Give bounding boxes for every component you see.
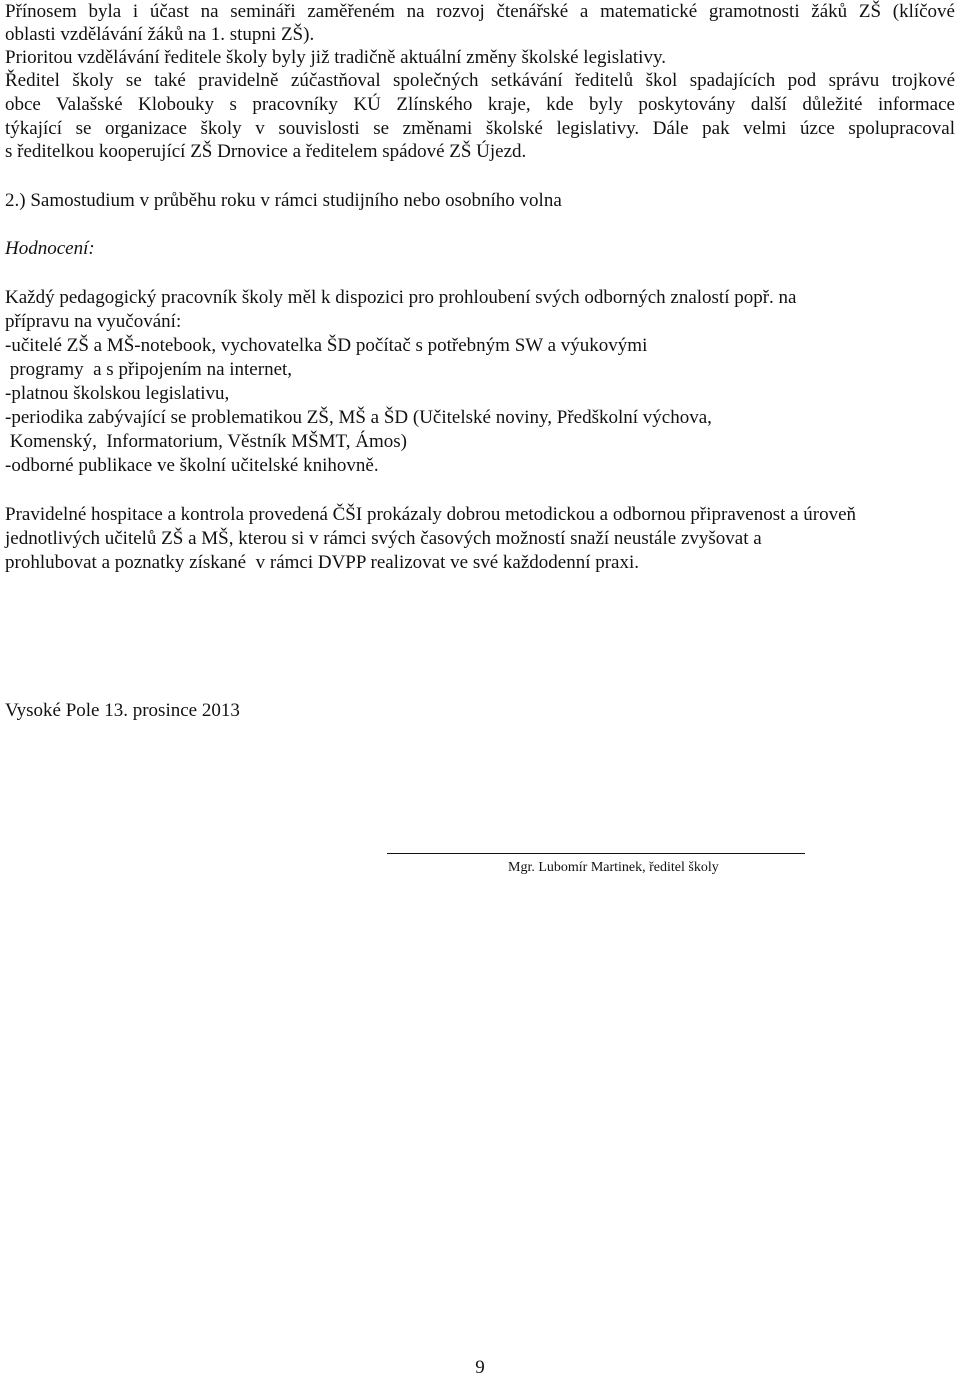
- place-date: Vysoké Pole 13. prosince 2013: [5, 700, 240, 721]
- signature-line: [387, 853, 805, 854]
- paragraph-line: jednotlivých učitelů ZŠ a MŠ, kterou si v rámci svých časových možností snaží neustále zvyšovat a: [5, 528, 762, 549]
- list-item: -platnou školskou legislativu,: [5, 383, 230, 404]
- paragraph-line: Každý pedagogický pracovník školy měl k dispozici pro prohloubení svých odborných znalostí popř. na: [5, 287, 797, 308]
- list-item: -učitelé ZŠ a MŠ-notebook, vychovatelka ŠD počítač s potřebným SW a výukovými: [5, 335, 648, 356]
- paragraph-line: přípravu na vyučování:: [5, 311, 182, 332]
- list-item: -odborné publikace ve školní učitelské knihovně.: [5, 455, 379, 476]
- paragraph-line: prohlubovat a poznatky získané v rámci DVPP realizovat ve své každodenní praxi.: [5, 552, 640, 573]
- paragraph-line: obce Valašské Klobouky s pracovníky KÚ Zlínského kraje, kde byly poskytovány další důležité informace: [5, 94, 955, 115]
- list-item: -periodika zabývající se problematikou ZŠ, MŠ a ŠD (Učitelské noviny, Předškolní výchova,: [5, 407, 712, 428]
- section-heading: 2.) Samostudium v průběhu roku v rámci studijního nebo osobního volna: [5, 190, 562, 211]
- page-number: 9: [475, 1357, 485, 1378]
- paragraph-line: Ředitel školy se také pravidelně zúčastňoval společných setkávání ředitelů škol spadajících pod správu trojkové: [5, 70, 955, 91]
- list-item: Komenský, Informatorium, Věstník MŠMT, Ámos): [5, 431, 407, 452]
- evaluation-label: Hodnocení:: [5, 238, 95, 259]
- paragraph-line: Prioritou vzdělávání ředitele školy byly již tradičně aktuální změny školské legislativy.: [5, 47, 666, 68]
- paragraph-line: týkající se organizace školy v souvislosti se změnami školské legislativy. Dále pak velmi úzce spolupracoval: [5, 118, 955, 139]
- paragraph-line: s ředitelkou kooperující ZŠ Drnovice a ředitelem spádové ZŠ Újezd.: [5, 141, 527, 162]
- paragraph-line: Pravidelné hospitace a kontrola provedená ČŠI prokázaly dobrou metodickou a odbornou připravenost a úroveň: [5, 504, 857, 525]
- list-item: programy a s připojením na internet,: [5, 359, 293, 380]
- signature-name: Mgr. Lubomír Martinek, ředitel školy: [508, 860, 719, 875]
- paragraph-line: oblasti vzdělávání žáků na 1. stupni ZŠ).: [5, 24, 315, 45]
- paragraph-line: Přínosem byla i účast na semináři zaměřeném na rozvoj čtenářské a matematické gramotnosti žáků ZŠ (klíčové: [5, 1, 955, 22]
